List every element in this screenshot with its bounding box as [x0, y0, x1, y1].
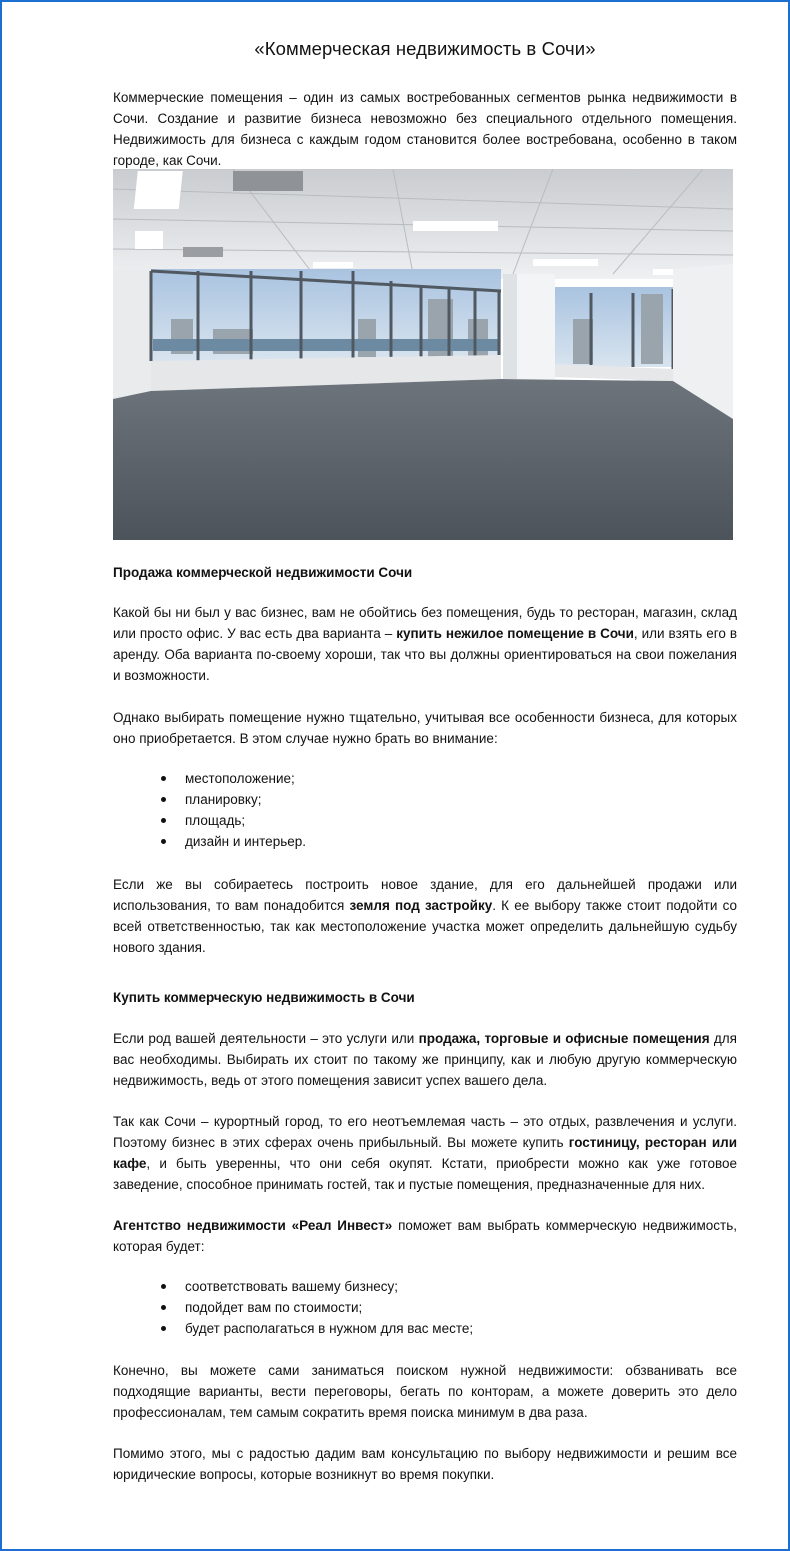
- buy-nonresidential-link-text: купить нежилое помещение в Сочи: [396, 626, 634, 641]
- office-interior-photo: [113, 169, 733, 540]
- sale-paragraph-1: Какой бы ни был у вас бизнес, вам не обойтись без помещения, будь то ресторан, магазин, склад или просто офис. У вас есть два варианта – купить нежилое помещение в Сочи, или взять его в аренду. Оба варианта по-своему хороши, так что вы должны ориентироваться на свои пожелания и возможности.: [113, 605, 738, 683]
- buy-paragraph-4: Конечно, вы можете сами заниматься поиском нужной недвижимости: обзванивать все подходящие варианты, вести переговоры, бегать по конторам, а можете доверить это дело профессионалам, тем самым сократить время поиска минимум в два раза.: [113, 1363, 737, 1420]
- intro-paragraph: Коммерческие помещения – один из самых востребованных сегментов рынка недвижимости в Сочи. Создание и развитие бизнеса невозможно без специального отдельного помещения. Недвижимость для бизнеса с каждым годом становится более востребована, особенно в таком городе, как Сочи.: [113, 90, 737, 168]
- list-item: дизайн и интерьер.: [113, 831, 737, 852]
- buy-paragraph-1: Если род вашей деятельности – это услуги или продажа, торговые и офисные помещения для вас необходимы. Выбирать их стоит по такому же принципу, как и любую другую коммерческую недвижимость, ведь от этого помещения зависит успех вашего дела.: [113, 1031, 737, 1088]
- list-item: будет располагаться в нужном для вас месте;: [113, 1318, 737, 1339]
- sale-paragraph-3: Если же вы собираетесь построить новое здание, для его дальнейшей продажи или использования, то вам понадобится земля под застройку. К ее выбору также стоит подойти со всей ответственностью, так как местоположение участка может определить дальнейшую судьбу нового здания.: [113, 877, 737, 955]
- buy-paragraph-3: Агентство недвижимости «Реал Инвест» поможет вам выбрать коммерческую недвижимость, которая будет:: [113, 1218, 737, 1254]
- page-title: «Коммерческая недвижимость в Сочи»: [254, 38, 596, 59]
- list-item: соответствовать вашему бизнесу;: [113, 1276, 737, 1297]
- list-item: площадь;: [113, 810, 737, 831]
- buy-paragraph-5: Помимо этого, мы с радостью дадим вам консультацию по выбору недвижимости и решим все юридические вопросы, которые возникнут во время покупки.: [113, 1446, 737, 1482]
- list-item: планировку;: [113, 789, 737, 810]
- list-item: подойдет вам по стоимости;: [113, 1297, 737, 1318]
- office-premises-text: продажа, торговые и офисные помещения: [418, 1031, 710, 1046]
- buy-paragraph-2: Так как Сочи – курортный город, то его неотъемлемая часть – это отдых, развлечения и услуги. Поэтому бизнес в этих сферах очень прибыльный. Вы можете купить гостиницу, ресторан или кафе, и быть уверенны, что они себя окупят. Кстати, приобрести можно как уже готовое заведение, способное принимать гостей, так и пустые помещения, предназначенные для них.: [113, 1114, 738, 1192]
- agency-name-text: Агентство недвижимости «Реал Инвест»: [113, 1218, 393, 1233]
- list-item: местоположение;: [113, 768, 737, 789]
- benefits-list: [113, 1276, 737, 1339]
- section-heading-sale: Продажа коммерческой недвижимости Сочи: [113, 565, 413, 580]
- section-heading-buy: Купить коммерческую недвижимость в Сочи: [113, 990, 415, 1005]
- criteria-list: [113, 768, 737, 852]
- hotel-restaurant-text: гостиницу, ресторан или кафе: [113, 1135, 738, 1171]
- land-for-building-text: земля под застройку: [349, 898, 493, 913]
- sale-paragraph-2: Однако выбирать помещение нужно тщательно, учитывая все особенности бизнеса, для которых оно приобретается. В этом случае нужно брать во внимание:: [113, 710, 737, 746]
